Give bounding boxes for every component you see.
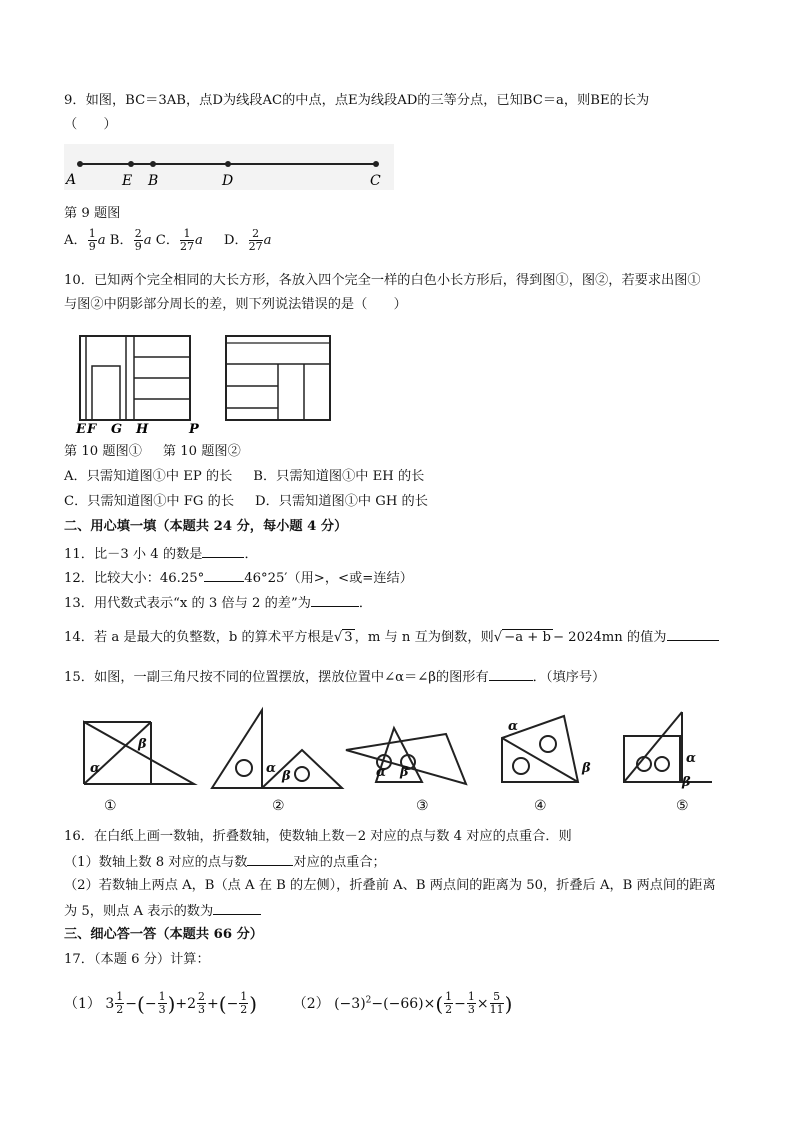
q10-captions (64, 443, 241, 461)
fig3-alpha: α (376, 765, 387, 780)
q17-expressions (64, 986, 512, 1018)
label-g: G (111, 422, 123, 436)
q9-options (64, 228, 272, 253)
fig1-number: ① (104, 798, 117, 814)
q9-option-a: A． $\frac{1}{9}$ a (64, 227, 106, 253)
fig5-number: ⑤ (676, 798, 689, 814)
q13: 13．用代数式表示“x 的 3 倍与 2 的差”为 ． (64, 593, 372, 613)
q15-figures (76, 702, 726, 822)
q17-part-1: （1） 3 $\frac{1}{2}$ −(− $\frac{1}{3}$ )+2 $\frac{2}{3}$ +(− $\frac{1}{2}$ ) (64, 990, 258, 1017)
q15: 15．如图，一副三角尺按不同的位置摆放，摆放位置中∠α＝∠β的图形有 ．（填序号） (64, 667, 605, 687)
label-p: P (189, 422, 199, 436)
fig2-number: ② (272, 798, 285, 814)
label-f: F (87, 422, 97, 436)
point-d-label: D (222, 173, 234, 189)
fig3-beta: β (400, 765, 409, 780)
q10-caption-1: 第 10 题图① (64, 444, 142, 459)
section-2-heading: 二、用心填一填（本题共 24 分，每小题 4 分） (64, 519, 348, 534)
q9-option-c: C． $\frac{1}{27}$ a (155, 227, 203, 253)
fig4-beta: β (582, 761, 591, 776)
q9-caption: 第 9 题图 (64, 206, 121, 221)
point-c-label: C (370, 173, 381, 189)
q14: 14．若 a 是最大的负整数，b 的算术平方根是√ 3 ，m 与 n 互为倒数，则√ −a + b − 2024mn 的值为 (64, 627, 719, 647)
q9-segment-figure (64, 144, 394, 190)
fig4-number: ④ (534, 798, 547, 814)
q9-option-b: B． $\frac{2}{9}$ a (109, 227, 152, 253)
q16-line1: 16．在白纸上画一数轴，折叠数轴，使数轴上数－2 对应的点与数 4 对应的点重合．则 (64, 829, 572, 844)
label-e: E (76, 422, 86, 436)
point-e-label: E (122, 173, 133, 189)
q16-line4: 为 5，则点 A 表示的数为 (64, 901, 261, 921)
fig3-number: ③ (416, 798, 429, 814)
q11: 11．比－3 小 4 的数是 ． (64, 544, 258, 564)
q10-figures (64, 332, 344, 436)
q17-head: 17．（本题 6 分）计算： (64, 952, 210, 967)
q10-options-cd (64, 493, 428, 511)
q9-paren: （ ） (64, 117, 117, 132)
fig2-beta: β (282, 769, 291, 784)
label-h: H (136, 422, 149, 436)
q10-options-ab (64, 468, 424, 486)
fig2-alpha: α (266, 761, 277, 776)
q16-line2: （1）数轴上数 8 对应的点与数 对应的点重合； (64, 852, 386, 872)
fig5-beta: β (682, 775, 691, 790)
q12: 12．比较大小：46.25° 46°25′（用>，<或=连结） (64, 568, 413, 588)
q10-caption-2: 第 10 题图② (162, 444, 241, 459)
q10-option-c: C．只需知道图①中 FG 的长 (64, 494, 235, 509)
q10-option-d: D．只需知道图①中 GH 的长 (255, 494, 428, 509)
section-3-heading: 三、细心答一答（本题共 66 分） (64, 927, 263, 942)
q9-option-d: D． $\frac{2}{27}$ a (223, 227, 272, 253)
q10-line2: 与图②中阴影部分周长的差，则下列说法错误的是（ ） (64, 297, 407, 312)
fig4-alpha: α (508, 719, 519, 734)
fig1-beta: β (138, 737, 147, 752)
q9-stem: 9．如图，BC＝3AB，点D为线段AC的中点，点E为线段AD的三等分点，已知BC＝a，则BE的长为 (64, 93, 650, 108)
q17-part-2: （2） $(-3)^2-(-66)\times$( $\frac{1}{2}$ − $\frac{1}{3}$ × $\frac{5}{11}$ ) (292, 990, 513, 1017)
fig1-alpha: α (90, 761, 101, 776)
point-b-label: B (148, 173, 159, 189)
q10-line1: 10．已知两个完全相同的大长方形，各放入四个完全一样的白色小长方形后，得到图①，图②，若要求出图① (64, 273, 701, 288)
fig5-alpha: α (686, 751, 697, 766)
q10-option-a: A．只需知道图①中 EP 的长 (64, 469, 233, 484)
q16-line3: （2）若数轴上两点 A，B（点 A 在 B 的左侧），折叠前 A、B 两点间的距离为 50，折叠后 A，B 两点间的距离 (64, 878, 716, 893)
q10-option-b: B．只需知道图①中 EH 的长 (253, 469, 425, 484)
point-a-label: A (66, 172, 77, 188)
